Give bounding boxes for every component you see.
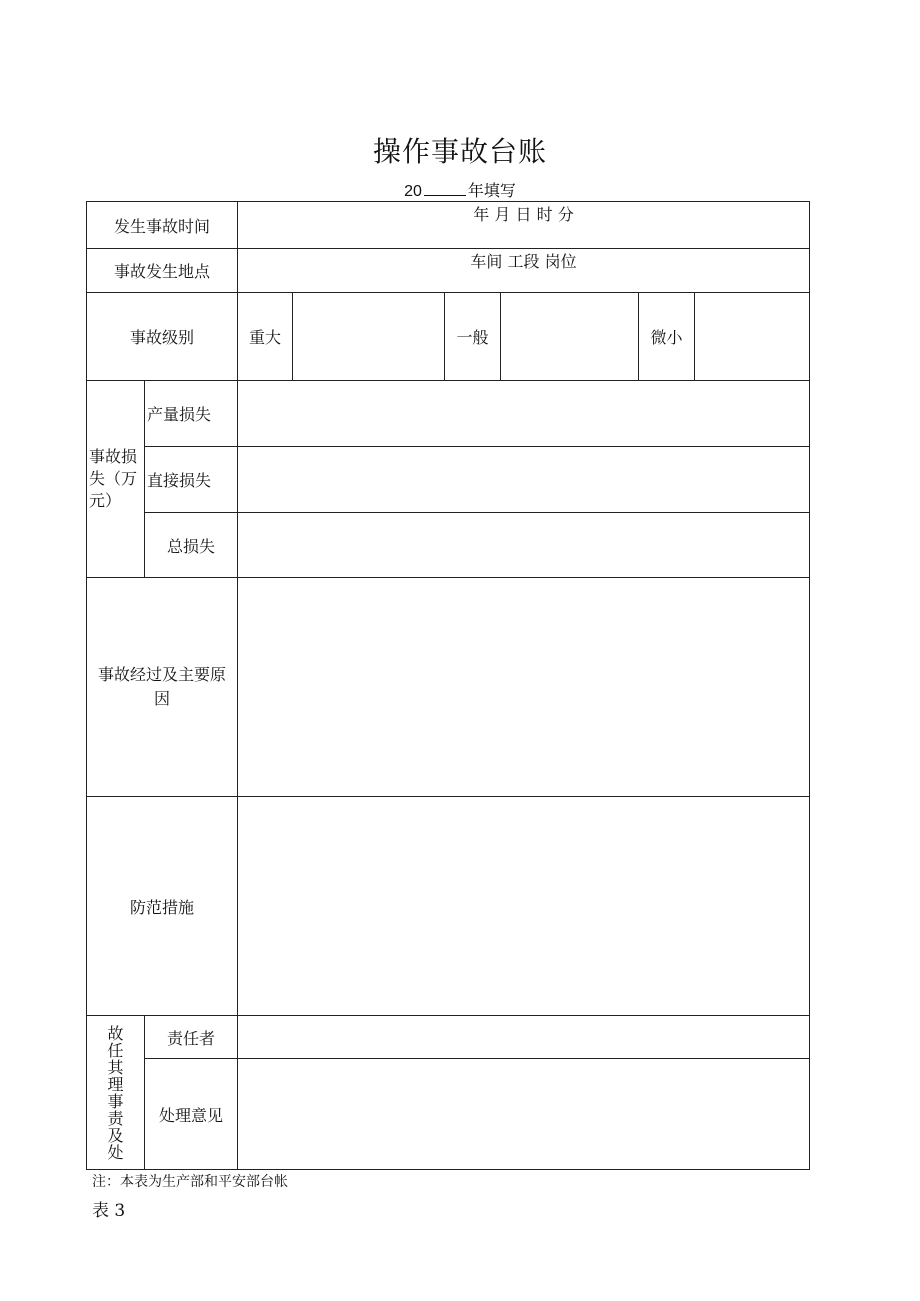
unit-month: 月 — [494, 205, 511, 224]
label-accident-time: 发生事故时间 — [87, 202, 238, 249]
unit-minute: 分 — [557, 205, 574, 224]
row-accident-level — [87, 293, 810, 381]
unit-workshop: 车间 — [470, 252, 503, 271]
row-loss-direct — [87, 447, 810, 513]
row-accident-cause — [87, 578, 810, 797]
row-accident-time — [87, 202, 810, 249]
label-direct-loss: 直接损失 — [145, 447, 238, 513]
year-blank-field[interactable] — [424, 181, 466, 196]
direct-loss-field[interactable] — [238, 447, 810, 513]
label-accident-level: 事故级别 — [87, 293, 238, 381]
prevention-field[interactable] — [238, 797, 810, 1016]
level-general-field[interactable] — [501, 293, 639, 381]
level-minor-field[interactable] — [695, 293, 810, 381]
label-total-loss: 总损失 — [145, 513, 238, 578]
accident-ledger-table — [86, 201, 810, 1170]
vertical-label-text: 故任其理事责及处 — [107, 1023, 124, 1162]
row-prevention — [87, 797, 810, 1016]
label-accident-cause: 事故经过及主要原因 — [87, 578, 238, 797]
unit-day: 日 — [515, 205, 532, 224]
responsible-person-field[interactable] — [238, 1016, 810, 1059]
accident-location-field[interactable] — [238, 249, 810, 293]
label-accident-loss: 事故损失（万元） — [87, 381, 145, 578]
unit-year: 年 — [473, 205, 490, 224]
label-handling-opinion: 处理意见 — [145, 1059, 238, 1170]
row-accident-location — [87, 249, 810, 293]
output-loss-field[interactable] — [238, 381, 810, 447]
year-prefix: 20 — [404, 183, 422, 200]
unit-post: 岗位 — [544, 252, 577, 271]
label-responsible-person: 责任者 — [145, 1016, 238, 1059]
total-loss-field[interactable] — [238, 513, 810, 578]
footnote: 注：本表为生产部和平安部台帐 — [92, 1174, 288, 1190]
accident-time-field[interactable] — [238, 202, 810, 249]
label-output-loss: 产量损失 — [145, 381, 238, 447]
level-option-general: 一般 — [445, 293, 501, 381]
page-title: 操作事故台账 — [372, 135, 547, 168]
handling-opinion-field[interactable] — [238, 1059, 810, 1170]
unit-hour: 时 — [536, 205, 553, 224]
row-loss-total — [87, 513, 810, 578]
label-accident-location: 事故发生地点 — [87, 249, 238, 293]
table-number: 表 3 — [92, 1201, 126, 1221]
accident-cause-field[interactable] — [238, 578, 810, 797]
row-handling-opinion — [87, 1059, 810, 1170]
year-fill-line — [0, 178, 920, 201]
year-suffix: 年填写 — [467, 181, 516, 200]
level-major-field[interactable] — [293, 293, 445, 381]
label-prevention: 防范措施 — [87, 797, 238, 1016]
unit-section: 工段 — [507, 252, 540, 271]
label-responsibility-handling — [87, 1016, 145, 1170]
row-loss-output — [87, 381, 810, 447]
level-option-major: 重大 — [238, 293, 293, 381]
row-responsible — [87, 1016, 810, 1059]
level-option-minor: 微小 — [639, 293, 695, 381]
